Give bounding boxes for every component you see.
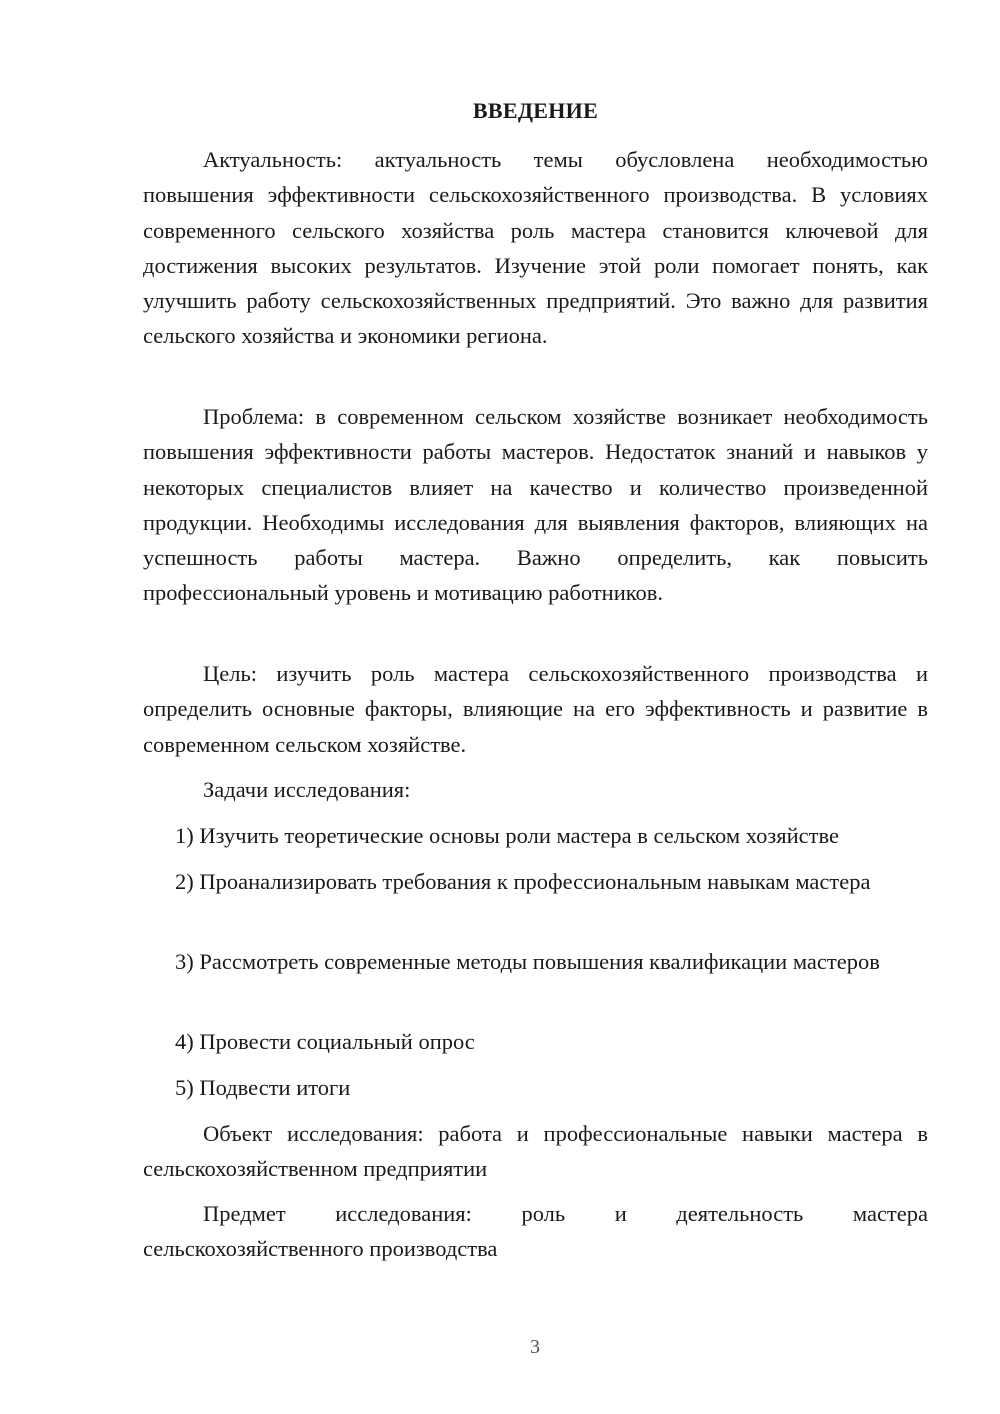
goal-paragraph: Цель: изучить роль мастера сельскохозяйственного производства и определить основные факторы, влияющие на его эффективность и развитие в современном сельском хозяйстве. — [143, 661, 928, 757]
task-item-1: 1) Изучить теоретические основы роли мастера в сельском хозяйстве — [175, 823, 839, 848]
subject-paragraph: Предмет исследования: роль и деятельность мастера сельскохозяйственного производства — [143, 1201, 928, 1262]
section-heading: ВВЕДЕНИЕ — [472, 98, 599, 123]
task-item-2: 2) Проанализировать требования к профессиональным навыкам мастера — [175, 869, 871, 894]
page-number: 3 — [530, 1336, 540, 1358]
task-item-4: 4) Провести социальный опрос — [175, 1029, 475, 1054]
object-paragraph: Объект исследования: работа и профессиональные навыки мастера в сельскохозяйственном предприятии — [143, 1121, 928, 1182]
relevance-paragraph: Актуальность: актуальность темы обусловлена необходимостью повышения эффективности сельскохозяйственного производства. В условиях современного сельского хозяйства роль мастера становится ключевой для достижения высоких результатов. Изучение этой роли помогает понять, как улучшить работу сельскохозяйственных предприятий. Это важно для развития сельского хозяйства и экономики региона. — [143, 147, 928, 349]
tasks-heading: Задачи исследования: — [203, 777, 411, 802]
task-item-5: 5) Подвести итоги — [175, 1075, 351, 1100]
task-item-3: 3) Рассмотреть современные методы повышения квалификации мастеров — [175, 949, 880, 974]
problem-paragraph: Проблема: в современном сельском хозяйстве возникает необходимость повышения эффективности работы мастеров. Недостаток знаний и навыков у некоторых специалистов влияет на качество и количество произведенной продукции. Необходимы исследования для выявления факторов, влияющих на успешность работы мастера. Важно определить, как повысить профессиональный уровень и мотивацию работников. — [143, 404, 928, 606]
